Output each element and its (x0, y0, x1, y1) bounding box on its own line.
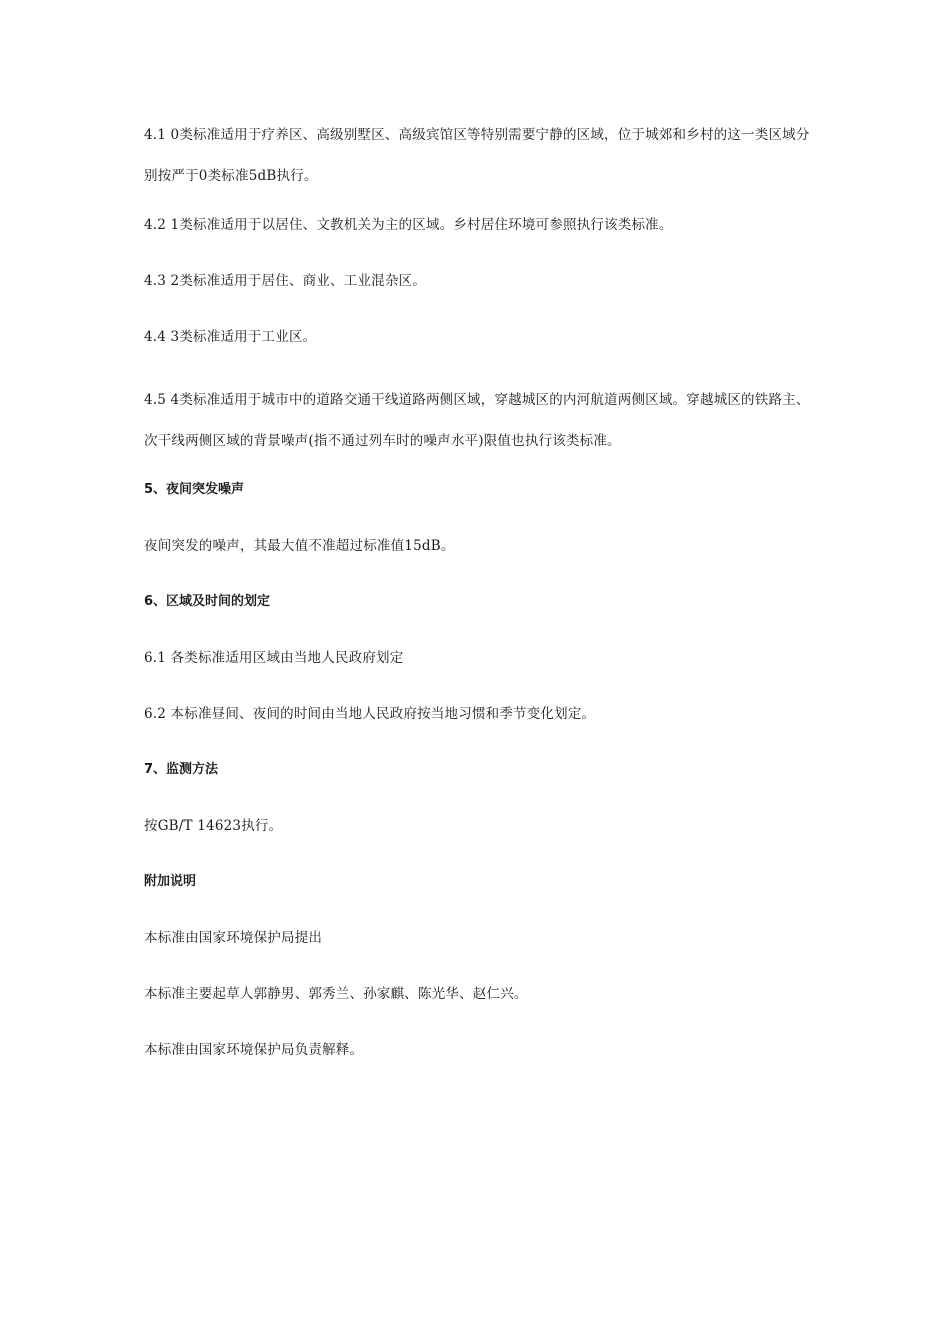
section-heading-7: 7、监测方法 (144, 762, 219, 777)
paragraph-appendix-3: 本标准由国家环境保护局负责解释。 (144, 1042, 364, 1058)
section-heading-6: 6、区域及时间的划定 (144, 594, 271, 609)
section-heading-5: 5、夜间突发噪声 (144, 482, 245, 497)
paragraph-4-4: 4.4 3类标准适用于工业区。 (144, 329, 317, 345)
document-body (144, 122, 814, 1093)
paragraph-4-5: 4.5 4类标准适用于城市中的道路交通干线道路两侧区域，穿越城区的内河航道两侧区域。穿越城区的铁路主、次干线两侧区域的背景噪声(指不通过列车时的噪声水平)限值也执行该类标准。 (144, 392, 810, 449)
section-heading-appendix: 附加说明 (144, 874, 197, 889)
paragraph-appendix-2: 本标准主要起草人郭静男、郭秀兰、孙家麒、陈光华、赵仁兴。 (144, 986, 528, 1002)
paragraph-7: 按GB/T 14623执行。 (144, 818, 283, 834)
paragraph-appendix-1: 本标准由国家环境保护局提出 (144, 930, 323, 946)
paragraph-4-1: 4.1 0类标准适用于疗养区、高级别墅区、高级宾馆区等特别需要宁静的区域，位于城郊和乡村的这一类区域分别按严于0类标准5dB执行。 (144, 127, 810, 184)
paragraph-6-1: 6.1 各类标准适用区域由当地人民政府划定 (144, 650, 404, 666)
paragraph-4-3: 4.3 2类标准适用于居住、商业、工业混杂区。 (144, 273, 426, 289)
paragraph-5: 夜间突发的噪声，其最大值不准超过标准值15dB。 (144, 538, 455, 554)
paragraph-4-2: 4.2 1类标准适用于以居住、文教机关为主的区域。乡村居住环境可参照执行该类标准。 (144, 217, 673, 233)
paragraph-6-2: 6.2 本标准昼间、夜间的时间由当地人民政府按当地习惯和季节变化划定。 (144, 706, 596, 722)
